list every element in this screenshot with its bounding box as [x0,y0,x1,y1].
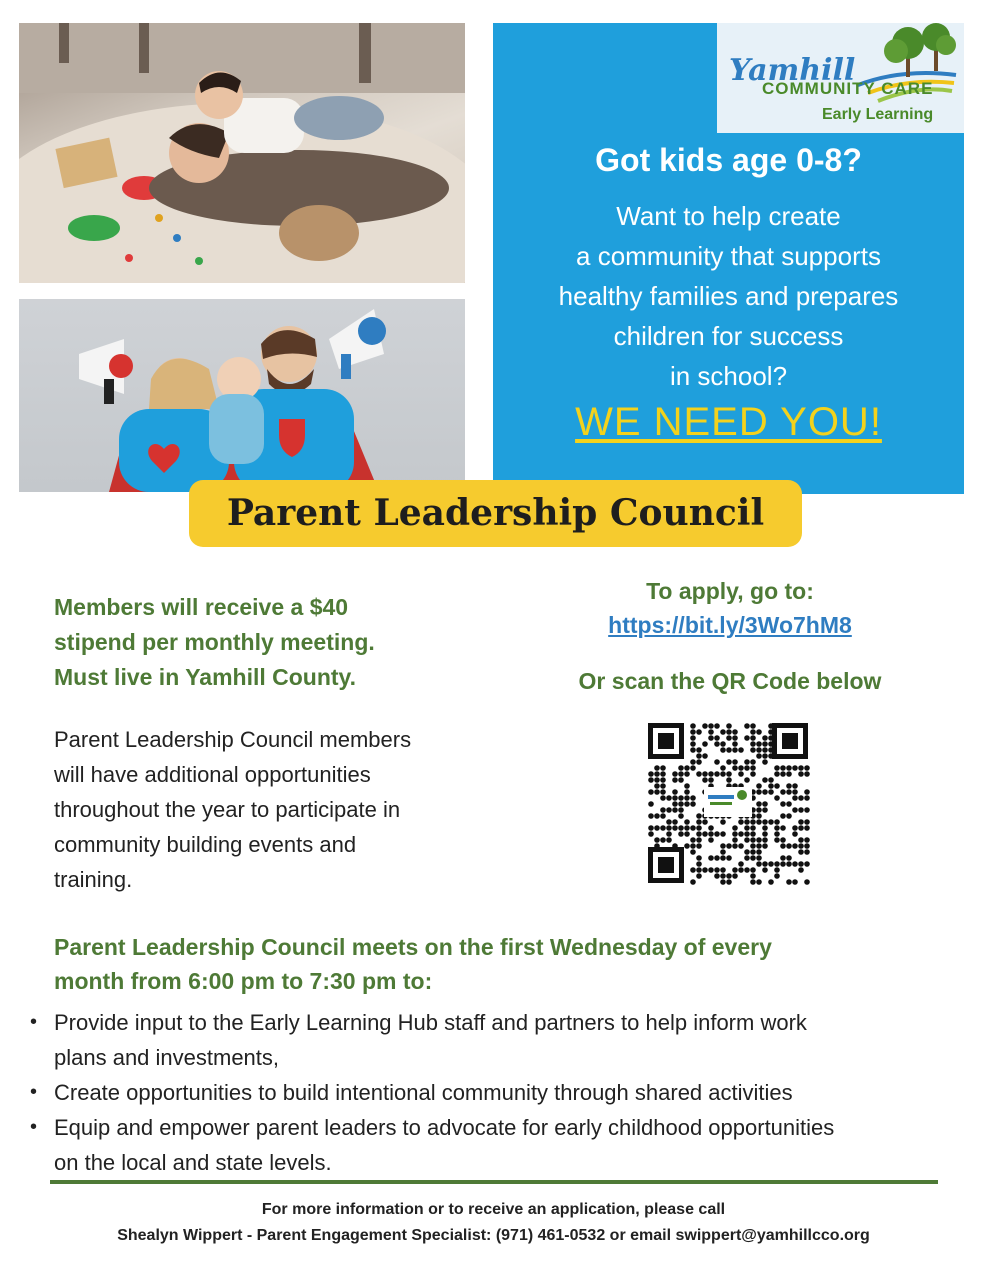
hero-blurb-line: a community that supports [576,241,881,271]
call-to-action-text: WE NEED YOU! [575,400,882,444]
stipend-line: Members will receive a $40 [54,594,349,620]
meeting-line: Parent Leadership Council meets on the first Wednesday of every [54,934,772,960]
logo-subtitle: COMMUNITY CARE [762,79,934,98]
stipend-line: Must live in Yamhill County. [54,664,357,690]
description-line: throughout the year to participate in [54,797,401,822]
council-description [54,722,494,897]
family-photo-rug-illustration [19,23,465,283]
scan-qr-text: Or scan the QR Code below [578,668,882,694]
hero-blurb [493,196,964,396]
hero-blurb-line: healthy families and prepares [558,281,899,311]
list-item [54,1110,974,1180]
qr-finder-top-right [772,723,808,759]
qr-finder-top-left [648,723,684,759]
divider [50,1180,938,1184]
yamhill-logo [717,23,964,133]
description-line: training. [54,867,133,892]
apply-link[interactable]: https://bit.ly/3Wo7hM8 [608,612,852,638]
description-line: Parent Leadership Council members [54,727,412,752]
list-item [54,1005,974,1075]
hero-blurb-line: in school? [669,361,788,391]
list-item-line: on the local and state levels. [54,1150,332,1175]
goals-list [54,1005,974,1180]
description-line: community building events and [54,832,357,857]
logo-subtitle-secondary: Early Learning [822,106,934,123]
list-item-line: • Provide input to the Early Learning Hub staff and partners to help inform work [54,1010,807,1035]
meeting-schedule [54,930,772,998]
list-item [54,1075,974,1110]
list-item-line: • Equip and empower parent leaders to advocate for early childhood opportunities [54,1115,835,1140]
meeting-line: month from 6:00 pm to 7:30 pm to: [54,968,433,994]
apply-heading: To apply, go to: [646,578,814,604]
stipend-info [54,590,375,695]
hero-blurb-line: children for success [613,321,844,351]
description-line: will have additional opportunities [54,762,371,787]
logo-name: Yamhill [729,53,856,88]
hero-headline: Got kids age 0-8? [595,142,862,178]
superhero-family-photo [19,299,465,492]
footer-line: For more information or to receive an application, please call [261,1201,726,1218]
family-photo-rug [19,23,465,283]
call-to-action [493,400,964,445]
qr-code[interactable] [646,721,810,885]
superhero-family-illustration [19,299,465,492]
stipend-line: stipend per monthly meeting. [54,629,375,655]
list-item-line: plans and investments, [54,1045,280,1070]
council-title-banner: Parent Leadership Council [189,480,802,547]
qr-code-graphic [646,721,810,885]
footer-contact: Shealyn Wippert - Parent Engagement Specialist: (971) 461-0532 or email swippert@yamhillcco.org [117,1227,870,1244]
list-item-line: • Create opportunities to build intentional community through shared activities [54,1080,793,1105]
hero-blurb-line: Want to help create [616,201,841,231]
qr-finder-bottom-left [648,847,684,883]
